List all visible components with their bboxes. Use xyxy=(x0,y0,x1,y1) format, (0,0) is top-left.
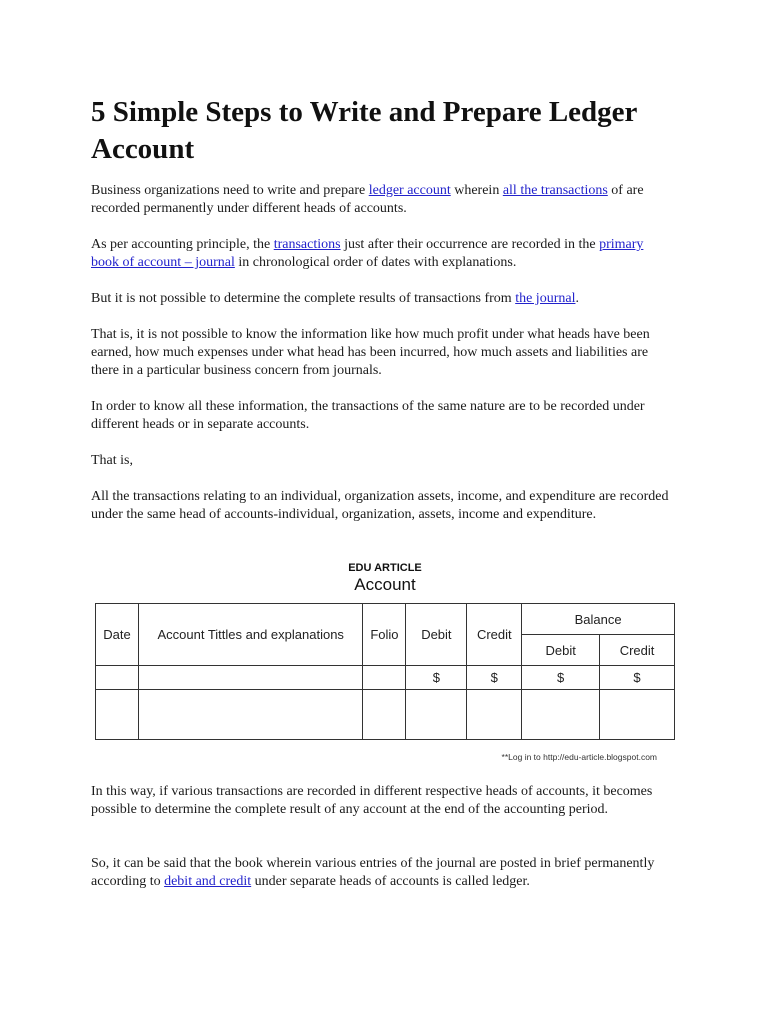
header-balance-credit: Credit xyxy=(600,635,675,666)
paragraph-result: In this way, if various transactions are recorded in different respective heads of accounts, it becomes possible to determine the complete result of any account at the end of the accounting period. xyxy=(91,784,653,817)
figure-source-note: **Log in to http://edu-article.blogspot.com xyxy=(501,752,657,762)
table-cell xyxy=(96,666,139,690)
header-date: Date xyxy=(96,604,139,666)
link-primary-book-journal[interactable]: primary book of account – journal xyxy=(91,237,644,270)
table-cell xyxy=(363,666,406,690)
link-all-the-transactions[interactable]: all the transactions xyxy=(502,183,608,198)
paragraph-journal-limit xyxy=(91,290,671,308)
figure-brand: EDU ARTICLE xyxy=(348,562,422,574)
table-cell xyxy=(467,690,522,740)
table-cell xyxy=(600,690,675,740)
text-segment: in chronological order of dates with explanations. xyxy=(234,255,517,270)
ledger-account-figure xyxy=(95,560,675,770)
header-balance-debit: Debit xyxy=(522,635,600,666)
table-header-row xyxy=(96,604,675,635)
paragraph-that-is: That is, xyxy=(91,453,133,468)
link-transactions[interactable]: transactions xyxy=(273,237,341,252)
header-folio: Folio xyxy=(363,604,406,666)
currency-cell: $ xyxy=(467,666,522,690)
text-segment: wherein xyxy=(450,183,503,198)
table-entry-row xyxy=(96,690,675,740)
link-ledger-account[interactable]: ledger account xyxy=(368,183,451,198)
table-currency-row xyxy=(96,666,675,690)
paragraph-intro xyxy=(91,182,671,218)
paragraph-ledger-definition xyxy=(91,855,671,891)
paragraph-heads: All the transactions relating to an individual, organization assets, income, and expenditure are recorded under the same head of accounts-individual, organization, assets, income and expenditure. xyxy=(91,489,669,522)
header-debit: Debit xyxy=(406,604,467,666)
text-segment: As per accounting principle, the xyxy=(91,237,274,252)
table-cell xyxy=(363,690,406,740)
header-account-titles: Account Tittles and explanations xyxy=(138,604,363,666)
header-balance: Balance xyxy=(522,604,675,635)
text-segment: Business organizations need to write and prepare xyxy=(91,183,369,198)
link-the-journal[interactable]: the journal xyxy=(515,291,576,306)
text-segment: just after their occurrence are recorded in the xyxy=(340,237,600,252)
table-cell xyxy=(96,690,139,740)
text-segment: under separate heads of accounts is called ledger. xyxy=(251,874,530,889)
table-cell xyxy=(138,690,363,740)
currency-cell: $ xyxy=(406,666,467,690)
table-cell xyxy=(138,666,363,690)
figure-title: Account xyxy=(354,575,416,594)
article-title: 5 Simple Steps to Write and Prepare Ledger Account xyxy=(91,96,637,165)
table-cell xyxy=(522,690,600,740)
paragraph-same-nature: In order to know all these information, the transactions of the same nature are to be recorded under different heads or in separate accounts. xyxy=(91,399,645,432)
text-segment: . xyxy=(575,291,579,306)
paragraph-information: That is, it is not possible to know the information like how much profit under what heads have been earned, how much expenses under what head has been incurred, how much assets and liabilities are there in a particular business concern from journals. xyxy=(91,327,650,378)
table-cell xyxy=(406,690,467,740)
paragraph-accounting-principle xyxy=(91,236,671,272)
text-segment: But it is not possible to determine the complete results of transactions from xyxy=(91,291,516,306)
currency-cell: $ xyxy=(600,666,675,690)
header-credit: Credit xyxy=(467,604,522,666)
text-segment: of are recorded permanently under different heads of accounts. xyxy=(91,183,644,216)
ledger-table xyxy=(95,603,675,740)
currency-cell: $ xyxy=(522,666,600,690)
link-debit-and-credit[interactable]: debit and credit xyxy=(164,874,252,889)
text-segment: So, it can be said that the book wherein various entries of the journal are posted in brief permanently according to xyxy=(91,856,655,889)
